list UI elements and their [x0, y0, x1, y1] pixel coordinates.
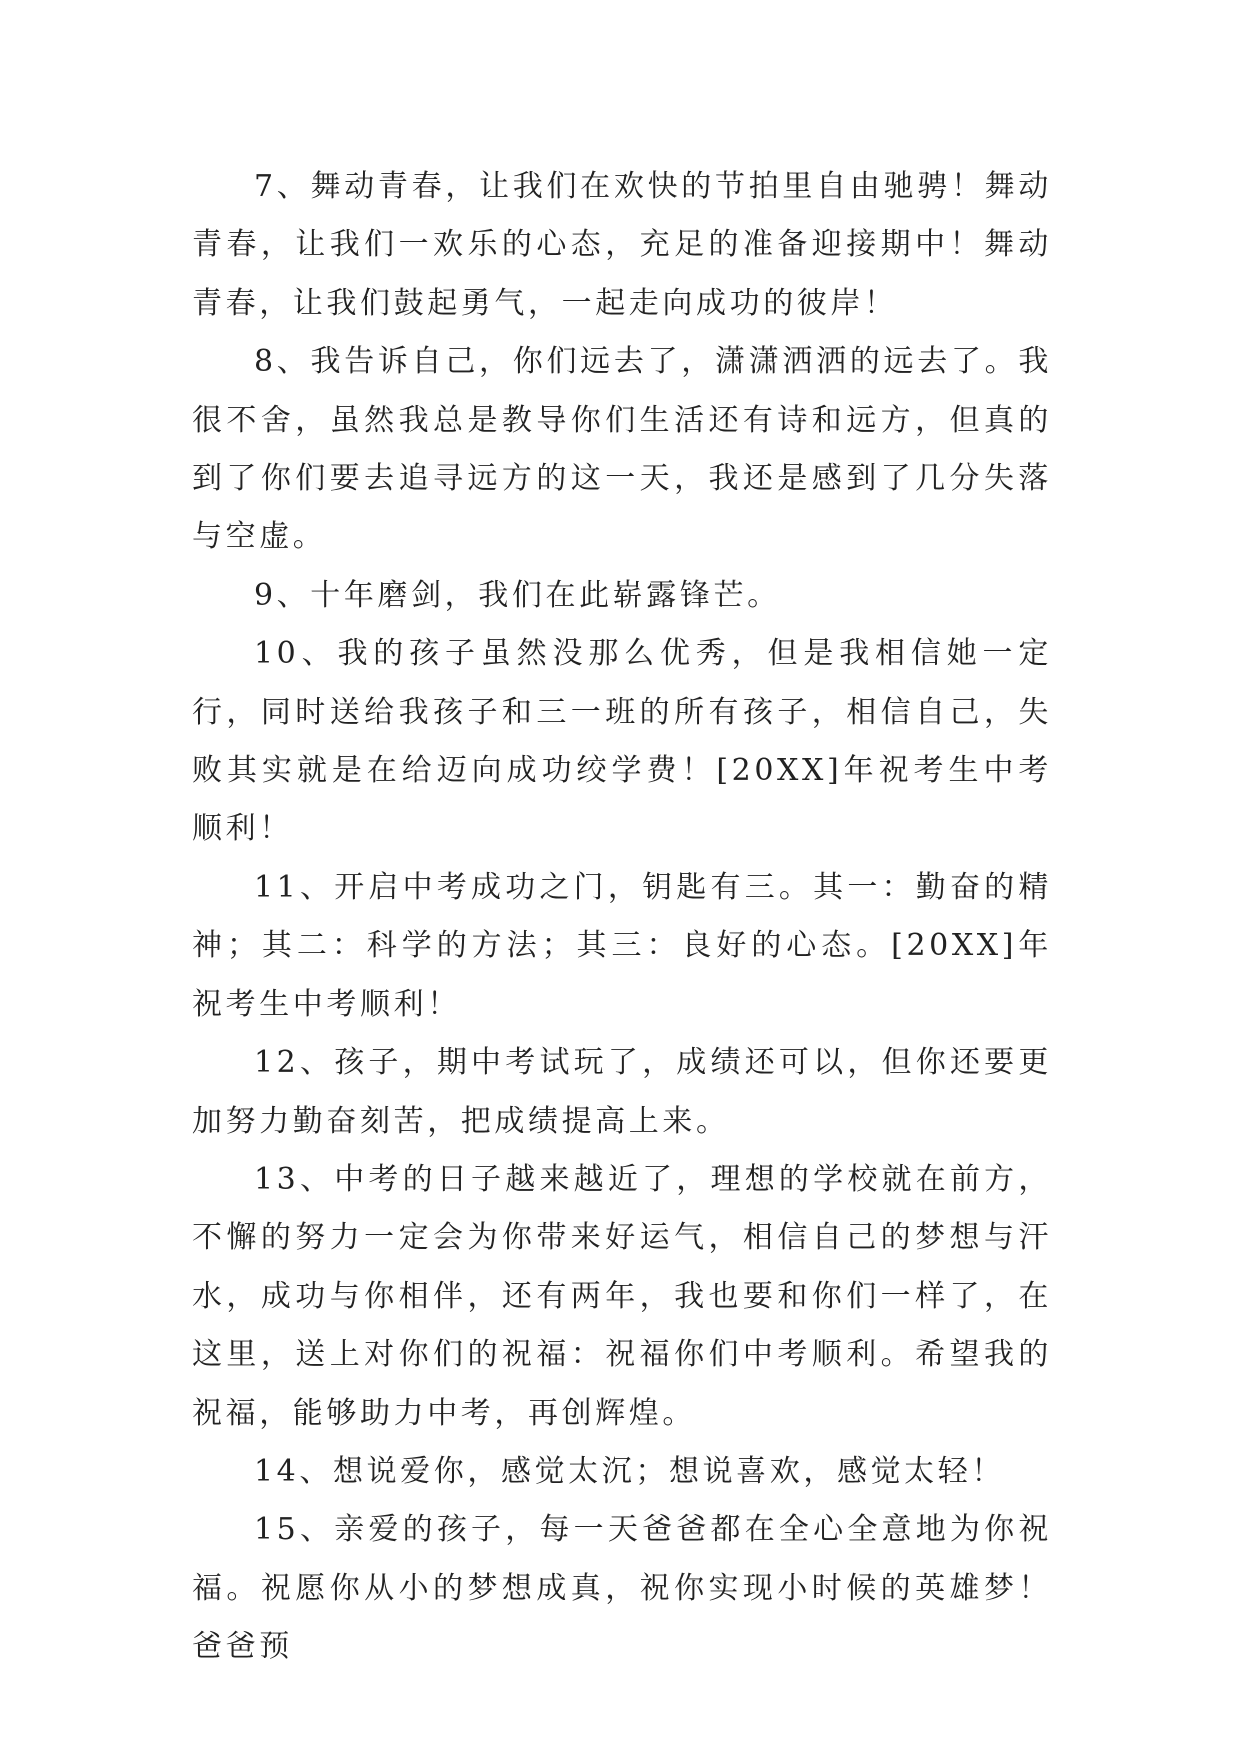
paragraph-12: 12、孩子，期中考试玩了，成绩还可以，但你还要更加努力勤奋刻苦，把成绩提高上来。	[192, 1045, 1052, 1139]
document-body	[192, 158, 1052, 1677]
paragraph-15: 15、亲爱的孩子，每一天爸爸都在全心全意地为你祝福。祝愿你从小的梦想成真，祝你实现小时候的英雄梦！爸爸预	[192, 1512, 1052, 1665]
paragraph-11: 11、开启中考成功之门，钥匙有三。其一：勤奋的精神；其二：科学的方法；其三：良好的心态。[20XX]年祝考生中考顺利！	[192, 869, 1052, 1022]
paragraph-7: 7、舞动青春，让我们在欢快的节拍里自由驰骋！舞动青春，让我们一欢乐的心态，充足的准备迎接期中！舞动青春，让我们鼓起勇气，一起走向成功的彼岸！	[192, 169, 1052, 321]
paragraph-13: 13、中考的日子越来越近了，理想的学校就在前方，不懈的努力一定会为你带来好运气，相信自己的梦想与汗水，成功与你相伴，还有两年，我也要和你们一样了，在这里，送上对你们的祝福：祝福你们中考顺利。希望我的祝福，能够助力中考，再创辉煌。	[192, 1161, 1052, 1431]
paragraph-9: 9、十年磨剑，我们在此崭露锋芒。	[254, 577, 781, 613]
paragraph-10: 10、我的孩子虽然没那么优秀，但是我相信她一定行，同时送给我孩子和三一班的所有孩子，相信自己，失败其实就是在给迈向成功绞学费！[20XX]年祝考生中考顺利！	[192, 636, 1052, 847]
paragraph-8: 8、我告诉自己，你们远去了，潇潇洒洒的远去了。我很不舍，虽然我总是教导你们生活还有诗和远方，但真的到了你们要去追寻远方的这一天，我还是感到了几分失落与空虚。	[192, 344, 1052, 555]
paragraph-14: 14、想说爱你，感觉太沉；想说喜欢，感觉太轻！	[254, 1453, 1005, 1489]
